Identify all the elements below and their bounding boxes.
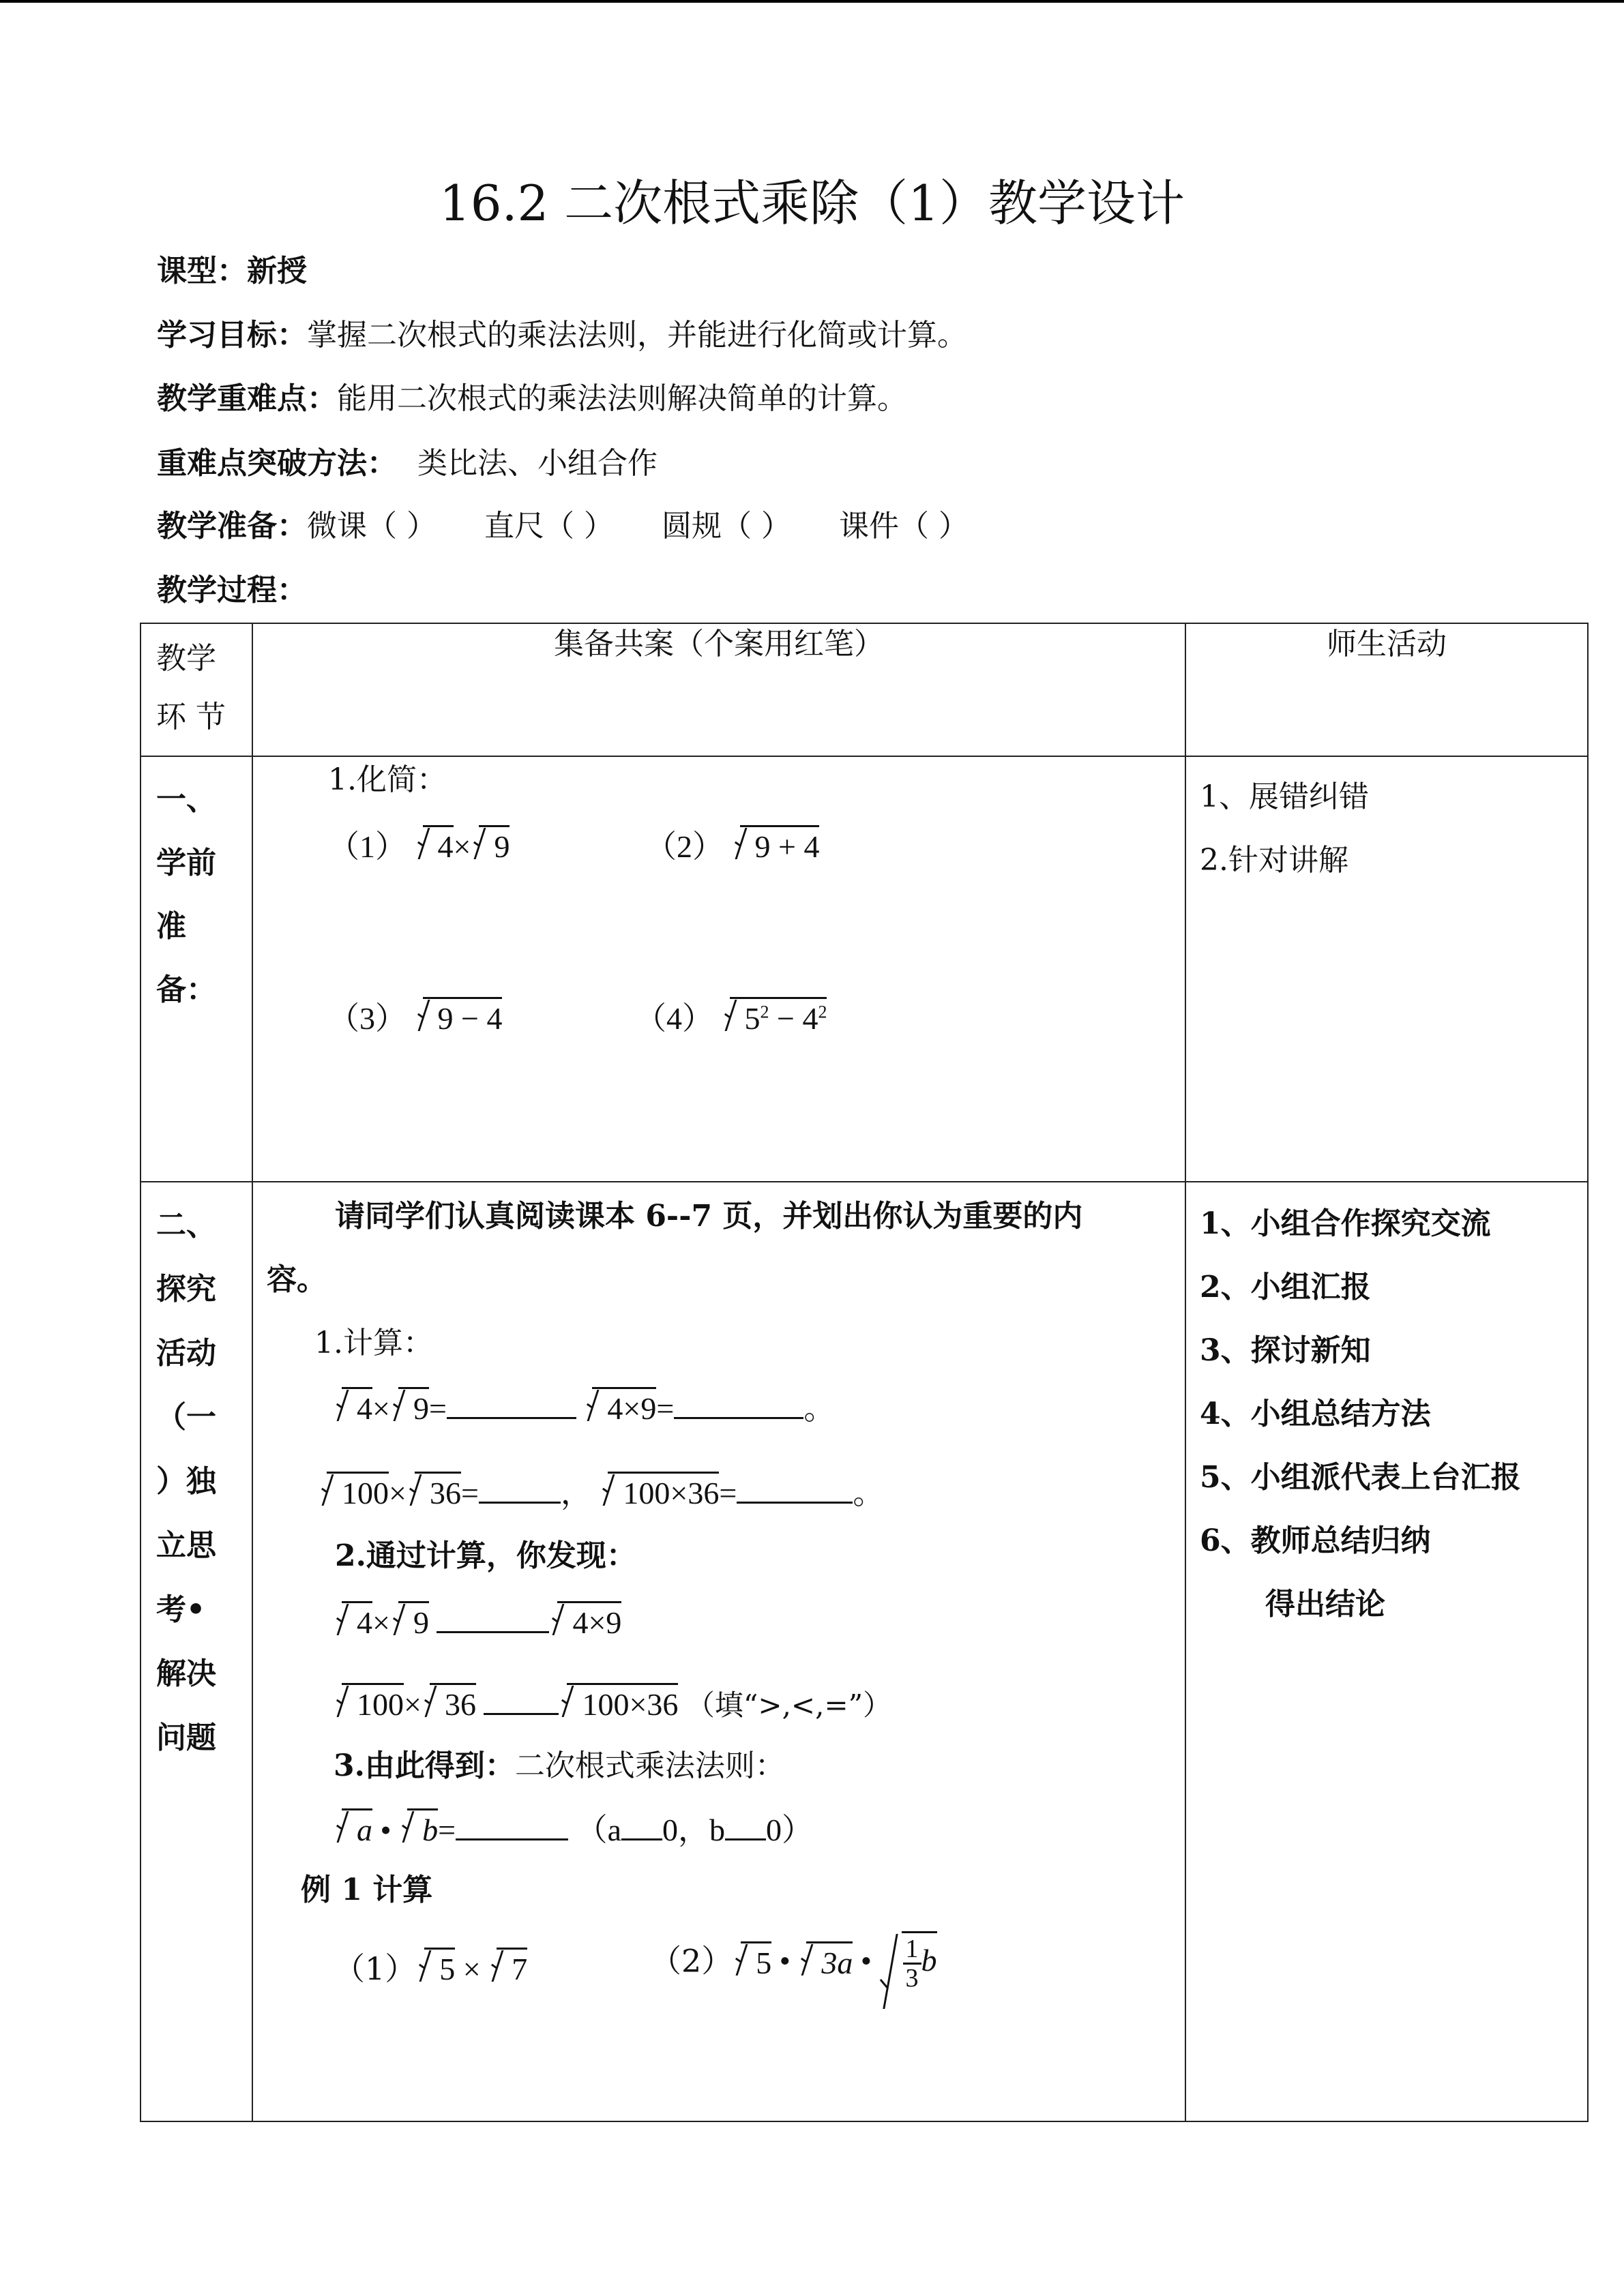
section1-activity-item: 1、展错纠错 [1200,779,1369,814]
difficulty-value: 能用二次根式的乘法法则解决简单的计算。 [337,381,907,416]
answer-blank[interactable] [447,1387,576,1419]
table-header-row [141,623,1588,756]
section2-stage-line: 探究 [156,1272,216,1307]
prep-item-courseware: 课件（ ） [839,509,969,543]
section1-content-cell [252,756,1185,1182]
exponent: 2 [760,1002,769,1022]
rule-blank[interactable] [456,1808,568,1840]
section1-stage-line: 备： [156,972,216,1007]
course-type-label: 课型： [157,254,247,288]
section2-content-cell [252,1182,1185,2121]
section1-row [141,756,1588,1182]
radicand: b [422,1813,439,1847]
method-label: 重难点突破方法： [157,446,397,481]
equals-sign: = [428,1391,447,1426]
section2-stage-line: ）独 [156,1464,216,1499]
sqrt-symbol [417,994,503,1039]
radicand: a [357,1813,372,1847]
sqrt-symbol [424,1680,476,1725]
page-title: 16.2 二次根式乘除（1）教学设计 [439,175,1185,232]
answer-blank[interactable] [674,1387,803,1419]
condition-close: 0） [765,1813,813,1847]
compare-blank[interactable] [437,1601,549,1633]
section1-item-4 [635,994,827,1039]
section2-stage-line: 考• [156,1592,206,1627]
section2-stage-line: （一 [156,1400,216,1435]
objective-label: 学习目标： [157,318,307,353]
example-heading: 例 1 计算 [301,1873,433,1907]
compare-blank[interactable] [484,1683,559,1715]
equals-sign: = [460,1476,479,1510]
minus-sign: − [769,1001,803,1036]
rule-formula [334,1806,813,1851]
rule-label: 3.由此得到： [334,1748,515,1783]
section2-activity-cell [1185,1182,1588,2121]
radicand: 9 − 4 [437,1001,503,1036]
rule-line [334,1746,785,1787]
period: 。 [803,1391,836,1426]
sqrt-symbol [321,1469,389,1514]
sqrt-symbol [587,1384,656,1429]
dot-operator: • [380,1813,392,1847]
method-value: 类比法、小组合作 [417,446,658,481]
equals-sign: = [719,1476,737,1510]
section2-row [141,1182,1588,2121]
section1-heading: 1.化简： [328,762,447,797]
sqrt-symbol [735,822,820,867]
section2-activity-item: 得出结论 [1265,1587,1385,1622]
exponent: 2 [818,1002,827,1022]
section1-item-2 [645,822,819,867]
rule-text: 二次根式乘法法则： [514,1748,785,1783]
calc-line-2 [319,1469,884,1514]
condition-open: （a [576,1813,621,1847]
sqrt-fraction-symbol [880,1930,937,1992]
section2-stage-line: 活动 [156,1336,216,1371]
sqrt-symbol [336,1806,372,1851]
radicand: 5 [439,1952,456,1986]
sqrt-symbol [417,822,454,867]
section1-stage-line: 学前 [156,846,216,880]
section2-activity-item: 1、小组合作探究交流 [1200,1206,1491,1241]
section2-stage-cell [141,1182,252,2121]
fill-hint: （填“>,<,=”） [685,1688,892,1722]
prep-label: 教学准备： [157,509,307,543]
sqrt-symbol [552,1598,621,1643]
radicand: 5 [756,1945,772,1980]
radicand-base: 4 [802,1001,818,1036]
radicand: 9 [413,1605,429,1640]
item3-label: （3） [328,1001,407,1036]
fraction-numerator: 1 [903,1935,921,1965]
sqrt-symbol [409,1469,461,1514]
radicand: 7 [512,1952,528,1986]
sqrt-symbol [473,822,510,867]
section1-stage-line: 一、 [156,782,216,817]
sqrt-symbol [393,1598,429,1643]
times-sign: × [453,829,471,864]
times-sign: × [372,1605,390,1640]
radicand: 4×9 [572,1605,622,1640]
header-plan-cell: 集备共案（个案用红笔） [252,623,1185,756]
header-stage-line1: 教学 [156,641,216,676]
section2-stage-line: 解决 [156,1656,216,1691]
comma: ， [560,1476,592,1510]
prep-item-ruler: 直尺（ ） [484,509,614,543]
header-stage-cell [141,623,252,756]
section1-item-3 [328,994,502,1039]
sqrt-symbol [724,994,827,1039]
equals-sign: = [656,1391,675,1426]
dot-operator: • [860,1943,872,1978]
section1-stage-line: 准 [156,909,186,944]
sqrt-symbol [801,1939,853,1984]
radicand: 4×9 [607,1391,657,1426]
prep-item-microlesson: 微课（ ） [307,509,437,543]
section1-activity-cell [1185,756,1588,1182]
section2-stage-line: 二、 [156,1208,216,1242]
section2-stage-line: 立思 [156,1528,216,1563]
section2-activity-item: 6、教师总结归纳 [1200,1523,1431,1558]
process-label: 教学过程： [157,573,307,608]
dot-operator: • [779,1943,791,1978]
section1-stage-cell [141,756,252,1182]
sqrt-symbol [393,1384,429,1429]
difficulty-label: 教学重难点： [157,381,337,416]
section1-item-1 [328,822,510,867]
difficulty-line [157,378,907,419]
radicand-base: 5 [744,1001,761,1036]
item1-label: （1） [328,829,407,864]
section2-intro: 请同学们认真阅读课本 6--7 页，并划出你认为重要的内 [335,1199,1083,1234]
times-sign: × [462,1952,481,1986]
objective-line [157,315,967,356]
equals-sign: = [438,1813,456,1847]
sqrt-symbol [336,1680,404,1725]
header-activity-cell: 师生活动 [1185,623,1588,756]
condition-mid: 0，b [662,1813,725,1847]
section1-activity-item: 2.针对讲解 [1200,843,1348,878]
method-line [157,443,658,484]
example1-label: （1） [334,1950,417,1987]
course-type-value: 新授 [247,254,307,288]
radicand: 100×36 [582,1687,679,1722]
radicand: 100 [357,1687,404,1722]
prep-line [157,506,969,547]
section2-stage-line: 问题 [156,1720,216,1755]
sqrt-symbol [402,1806,438,1851]
discover-heading: 2.通过计算，你发现： [335,1538,636,1573]
objective-value: 掌握二次根式的乘法法则，并能进行化简或计算。 [307,318,967,353]
item4-label: （4） [635,1001,713,1036]
variable: b [921,1943,937,1978]
sqrt-symbol [336,1384,372,1429]
condition-blank-a[interactable] [621,1808,662,1840]
radicand: 4 [357,1605,372,1640]
lesson-table [140,623,1589,2122]
sqrt-symbol [561,1680,678,1725]
period: 。 [853,1476,885,1510]
times-sign: × [389,1476,407,1510]
radicand: 9 [413,1391,429,1426]
sqrt-symbol [602,1469,719,1514]
calc-heading: 1.计算： [314,1326,433,1360]
condition-blank-b[interactable] [725,1808,766,1840]
radicand: 9 [494,829,510,864]
section2-activity-item: 2、小组汇报 [1200,1270,1371,1304]
section2-intro-cont: 容。 [267,1262,327,1297]
fraction-denominator: 3 [905,1964,919,1993]
calc-line-1 [334,1384,835,1429]
header-stage-line2: 环 节 [156,700,226,734]
radicand: 100 [342,1476,389,1510]
compare-line-2 [334,1680,891,1726]
item2-label: （2） [645,829,724,864]
radicand: 9 + 4 [754,829,820,864]
course-type-line [157,251,307,292]
answer-blank[interactable] [737,1472,853,1504]
example2-label: （2） [650,1942,733,1980]
sqrt-symbol [336,1598,372,1643]
top-border-line [0,0,1624,3]
example-item-2 [650,1930,937,1992]
radicand: 4 [357,1391,372,1426]
radicand: 4 [437,829,454,864]
process-line [157,570,307,611]
times-sign: × [404,1687,422,1722]
times-sign: × [372,1391,390,1426]
section2-activity-item: 5、小组派代表上台汇报 [1200,1460,1521,1495]
section2-activity-item: 4、小组总结方法 [1200,1397,1431,1431]
radicand: 3a [821,1945,853,1980]
prep-item-compass: 圆规（ ） [662,509,791,543]
radicand: 36 [429,1476,461,1510]
answer-blank[interactable] [479,1472,561,1504]
fraction [903,1935,921,1992]
compare-line-1 [334,1598,621,1643]
radicand: 100×36 [623,1476,720,1510]
radicand: 36 [444,1687,476,1722]
sqrt-symbol [419,1945,455,1990]
sqrt-symbol [491,1945,527,1990]
example-item-1 [334,1945,527,1990]
section2-activity-item: 3、探讨新知 [1200,1333,1371,1368]
sqrt-symbol [735,1939,771,1984]
